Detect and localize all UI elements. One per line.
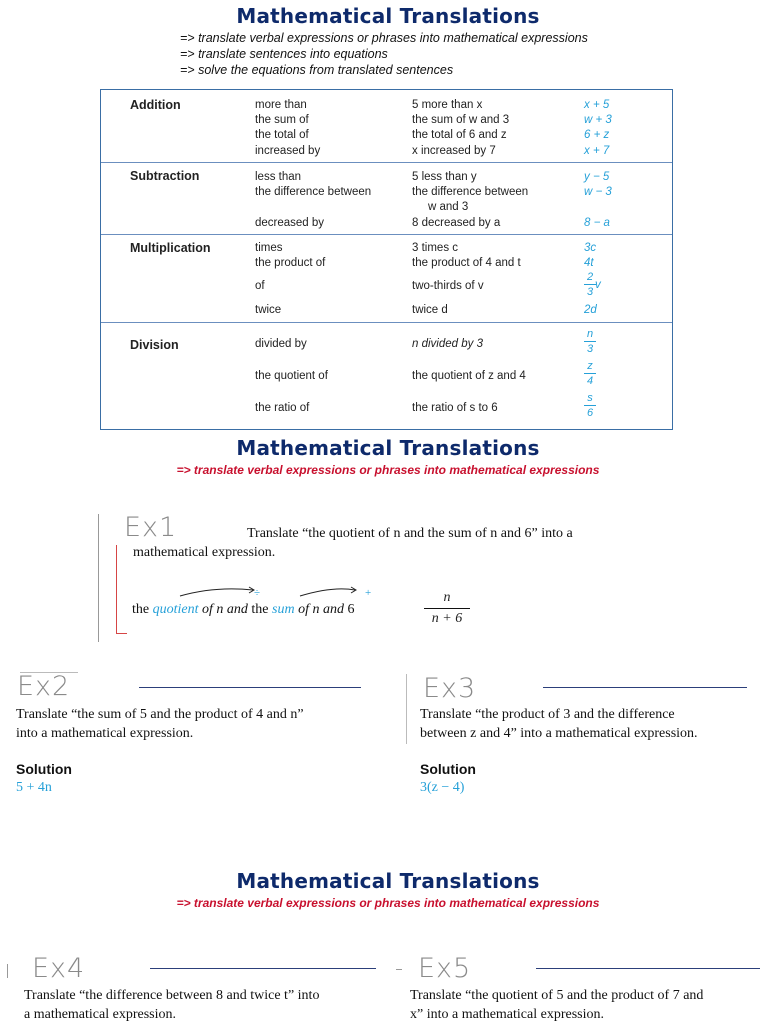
answer-numerator: n — [443, 590, 451, 605]
phrase: the total of — [255, 129, 309, 141]
word: the — [251, 602, 269, 617]
example: 5 less than y — [412, 171, 477, 183]
algebraic-variable: v — [595, 279, 601, 291]
section-subtitle: => translate verbal expressions or phrases into mathematical expressions — [176, 896, 600, 910]
answer-line — [150, 968, 376, 969]
example-3-solution: 3(z − 4) — [420, 780, 465, 795]
phrase: the difference between — [255, 186, 372, 198]
fraction-n-over-3 — [584, 328, 596, 355]
algebraic-expression: y − 5 — [584, 171, 610, 183]
margin-tick — [7, 964, 8, 978]
example-5-label: Ex5 — [418, 953, 472, 984]
section-subtitle: => translate verbal expressions or phrases into mathematical expressions — [176, 463, 600, 477]
algebraic-expression: x + 7 — [584, 145, 610, 157]
answer-line — [139, 687, 361, 688]
algebraic-expression: w + 3 — [584, 114, 612, 126]
algebraic-expression: 3c — [584, 242, 597, 254]
example: n divided by 3 — [412, 338, 483, 350]
fraction-denominator: 4 — [586, 375, 594, 387]
fraction-numerator: n — [586, 328, 594, 340]
example-1-prompt: Translate “the quotient of n and the sum of n and 6” into a — [247, 526, 573, 541]
intro-item: => translate sentences into equations — [180, 47, 388, 61]
column-divider — [406, 674, 407, 744]
example: 5 more than x — [412, 99, 483, 111]
example-5-prompt-cont: x” into a mathematical expression. — [410, 1007, 604, 1022]
fraction-denominator: 6 — [586, 407, 594, 419]
answer-denominator: n + 6 — [431, 611, 463, 626]
fraction-z-over-4 — [584, 360, 596, 387]
word: of n — [298, 602, 320, 617]
category-label: Multiplication — [130, 241, 211, 255]
page-title: Mathematical Translations — [236, 4, 540, 28]
algebraic-expression: x + 5 — [584, 99, 610, 111]
fraction-numerator: z — [587, 360, 593, 372]
example: 8 decreased by a — [412, 217, 501, 229]
phrase: divided by — [255, 338, 307, 350]
algebraic-expression: 8 − a — [584, 217, 610, 229]
example: 3 times c — [412, 242, 459, 254]
fraction-numerator: 2 — [586, 271, 594, 283]
example-4-prompt-cont: a mathematical expression. — [24, 1007, 176, 1022]
phrase: the product of — [255, 257, 326, 269]
example: the product of 4 and t — [412, 257, 521, 269]
example-3-prompt-cont: between z and 4” into a mathematical expression. — [420, 726, 698, 741]
algebraic-expression: 4t — [584, 257, 594, 269]
section-title: Mathematical Translations — [236, 869, 540, 893]
example-3-solution-title: Solution — [420, 761, 476, 777]
fraction-bar — [424, 608, 470, 609]
table-row-addition — [101, 90, 672, 163]
divide-symbol: ÷ — [254, 587, 261, 599]
phrase: more than — [255, 99, 307, 111]
example-3-label: Ex3 — [423, 673, 477, 704]
example-3-prompt: Translate “the product of 3 and the difference — [420, 707, 675, 722]
word: the — [132, 602, 150, 617]
word: and — [226, 602, 248, 617]
intro-item: => solve the equations from translated sentences — [180, 63, 454, 77]
phrase: the sum of — [255, 114, 309, 126]
example-1-answer — [424, 590, 470, 627]
fraction-denominator: 3 — [586, 343, 594, 355]
table-row-multiplication — [101, 234, 672, 323]
example: twice d — [412, 304, 448, 316]
phrase: increased by — [255, 145, 321, 157]
algebraic-expression: 6 + z — [584, 129, 610, 141]
example-2-solution: 5 + 4n — [16, 780, 52, 795]
translation-table — [100, 89, 673, 430]
example-2-label: Ex2 — [17, 671, 71, 702]
example-1-prompt-cont: mathematical expression. — [133, 545, 276, 560]
example: the ratio of s to 6 — [412, 402, 498, 414]
example: the quotient of z and 4 — [412, 370, 526, 382]
phrase: decreased by — [255, 217, 325, 229]
example-1-phrase — [132, 600, 354, 619]
example-1-label: Ex1 — [124, 512, 178, 543]
example: the total of 6 and z — [412, 129, 507, 141]
example-2-solution-title: Solution — [16, 761, 72, 777]
keyword-sum: sum — [272, 602, 295, 617]
fraction-bar — [584, 341, 596, 342]
example: the sum of w and 3 — [412, 114, 510, 126]
fraction-s-over-6 — [584, 392, 596, 419]
phrase: the ratio of — [255, 402, 310, 414]
intro-list — [180, 30, 588, 78]
example-2-prompt: Translate “the sum of 5 and the product of 4 and n” — [16, 707, 304, 722]
answer-line — [536, 968, 760, 969]
phrase: of — [255, 280, 265, 292]
algebraic-expression: w − 3 — [584, 186, 612, 198]
fraction-denominator: 3 — [586, 286, 594, 298]
phrase: less than — [255, 171, 302, 183]
intro-item: => translate verbal expressions or phrases into mathematical expressions — [180, 31, 588, 45]
example-5-prompt: Translate “the quotient of 5 and the product of 7 and — [410, 988, 704, 1003]
example: x increased by 7 — [412, 145, 496, 157]
fraction-bar — [584, 405, 596, 406]
category-label: Addition — [130, 98, 181, 112]
bracket-marker — [116, 545, 127, 634]
translation-arrows — [175, 584, 375, 598]
table-row-division — [101, 322, 672, 428]
word: of n — [202, 602, 224, 617]
example-2-prompt-cont: into a mathematical expression. — [16, 726, 194, 741]
word: 6 — [347, 602, 355, 617]
phrase: times — [255, 242, 283, 254]
answer-line — [543, 687, 747, 688]
section-title: Mathematical Translations — [236, 436, 540, 460]
example: the difference between — [412, 186, 529, 198]
word: and — [322, 602, 344, 617]
category-label: Division — [130, 338, 179, 352]
fraction-numerator: s — [587, 392, 593, 404]
category-label: Subtraction — [130, 169, 200, 183]
algebraic-expression: 2d — [584, 304, 597, 316]
table-row-subtraction — [101, 162, 672, 235]
phrase: the quotient of — [255, 370, 328, 382]
margin-line — [98, 514, 99, 642]
plus-symbol: + — [365, 587, 372, 599]
example-4-prompt: Translate “the difference between 8 and twice t” into — [24, 988, 320, 1003]
fraction-bar — [584, 373, 596, 374]
example: w and 3 — [428, 201, 469, 213]
example-4-label: Ex4 — [32, 953, 86, 984]
dash-mark — [396, 969, 402, 970]
keyword-quotient: quotient — [152, 602, 199, 617]
example: two-thirds of v — [412, 280, 484, 292]
phrase: twice — [255, 304, 282, 316]
